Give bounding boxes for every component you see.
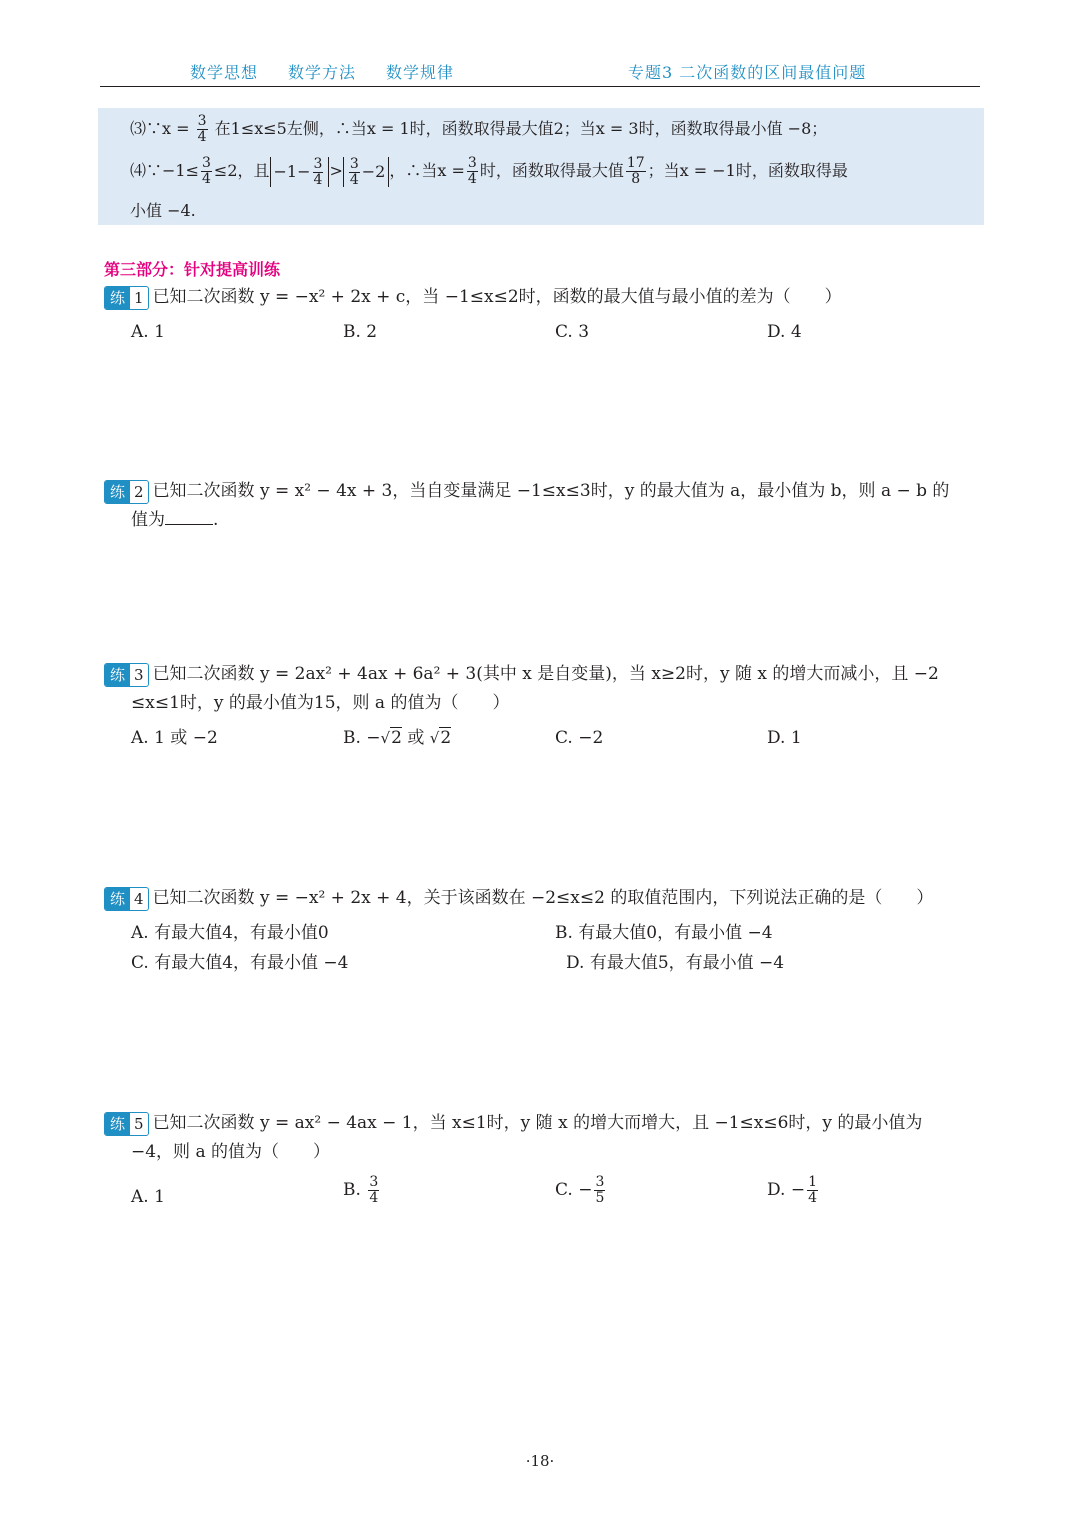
exercise-tag: 练 4 [104, 887, 149, 911]
option-c[interactable]: C. − $\frac{3}{5}$ [555, 1174, 605, 1206]
fraction: $\frac{3}{4}$ [197, 113, 207, 145]
option-a[interactable]: A. 1 或 −2 [131, 728, 218, 748]
question-stem: 已知二次函数 y = x² − 4x + 3，当自变量满足 −1≤x≤3时，y 的最大值为 a，最小值为 b，则 a − b 的 [152, 481, 950, 501]
page-header [100, 56, 980, 87]
header-item: 数学规律 [386, 63, 455, 82]
exercise-tag: 练 3 [104, 663, 149, 687]
answer-text: ，∴当x = [389, 161, 465, 180]
option-a[interactable]: A. 1 [131, 322, 165, 342]
option-b[interactable]: B. 有最大值0，有最小值 −4 [555, 923, 773, 943]
option-c[interactable]: C. 有最大值4，有最小值 −4 [131, 953, 349, 973]
answer-text: ⑶∵x = [130, 119, 190, 138]
answer-line-3 [130, 114, 827, 145]
fraction: $\frac{17}{8}$ [626, 155, 645, 187]
question-stem: 已知二次函数 y = ax² − 4ax − 1，当 x≤1时，y 随 x 的增大而增大，且 −1≤x≤6时，y 的最小值为 [152, 1113, 923, 1133]
section-title: 第三部分：针对提高训练 [104, 260, 281, 279]
absolute-value: −1− $\frac{3}{4}$ [270, 157, 330, 187]
exercise-tag: 练 2 [104, 480, 149, 504]
option-d[interactable]: D. 有最大值5，有最小值 −4 [566, 953, 785, 973]
header-item: 数学方法 [288, 63, 357, 82]
option-d[interactable]: D. 1 [767, 728, 802, 748]
answer-line-5: 小值 −4. [130, 201, 196, 220]
answer-blank[interactable] [165, 524, 213, 525]
option-c[interactable]: C. −2 [555, 728, 604, 748]
question-stem: 已知二次函数 y = 2ax² + 4ax + 6a² + 3(其中 x 是自变量)，当 x≥2时，y 随 x 的增大而减小，且 −2 [152, 664, 939, 684]
header-left [190, 60, 484, 83]
question-3 [104, 660, 984, 754]
answer-text: ；当x = −1时，函数取得最 [647, 161, 848, 180]
header-topic: 专题3 二次函数的区间最值问题 [628, 63, 867, 82]
absolute-value: $\frac{3}{4}$ −2 [343, 157, 390, 187]
exercise-tag: 练 1 [104, 286, 149, 310]
question-5 [104, 1109, 984, 1215]
fraction: $\frac{3}{4}$ [467, 155, 477, 187]
option-d[interactable]: D. 4 [767, 322, 802, 342]
option-d[interactable]: D. − $\frac{1}{4}$ [767, 1174, 817, 1206]
option-a[interactable]: A. 1 [131, 1187, 165, 1207]
answer-box [98, 108, 984, 225]
question-stem: 已知二次函数 y = −x² + 2x + 4，关于该函数在 −2≤x≤2 的取值范围内，下列说法正确的是（ ） [152, 888, 934, 908]
answer-text: > [329, 161, 343, 180]
fraction: $\frac{3}{4}$ [202, 155, 211, 187]
option-b[interactable]: B. 2 [343, 322, 378, 342]
page-number: ·18· [525, 1452, 555, 1470]
option-c[interactable]: C. 3 [555, 322, 590, 342]
question-stem: 值为 [131, 510, 165, 530]
option-b[interactable]: B. $\frac{3}{4}$ [343, 1174, 379, 1206]
option-b[interactable]: B. −√2 或 √2 [343, 728, 452, 748]
question-stem: 已知二次函数 y = −x² + 2x + c，当 −1≤x≤2时，函数的最大值与最小值的差为（ ） [152, 287, 842, 307]
question-4 [104, 884, 984, 979]
question-2 [104, 477, 984, 535]
answer-text: ⑷∵−1≤ [130, 161, 199, 180]
answer-text: 在1≤x≤5左侧，∴当x = 1时，函数取得最大值2；当x = 3时，函数取得最小值 −8； [214, 119, 828, 138]
header-item: 数学思想 [190, 63, 259, 82]
option-a[interactable]: A. 有最大值4，有最小值0 [131, 923, 329, 943]
answer-text: 时，函数取得最大值 [479, 161, 624, 180]
answer-text: ≤2，且 [213, 161, 270, 180]
answer-line-4 [130, 156, 848, 187]
question-stem: . [213, 510, 219, 530]
exercise-tag: 练 5 [104, 1112, 149, 1136]
question-stem: −4，则 a 的值为（ ） [131, 1142, 331, 1162]
question-stem: ≤x≤1时，y 的最小值为15，则 a 的值为（ ） [131, 693, 510, 713]
question-1 [104, 283, 984, 348]
